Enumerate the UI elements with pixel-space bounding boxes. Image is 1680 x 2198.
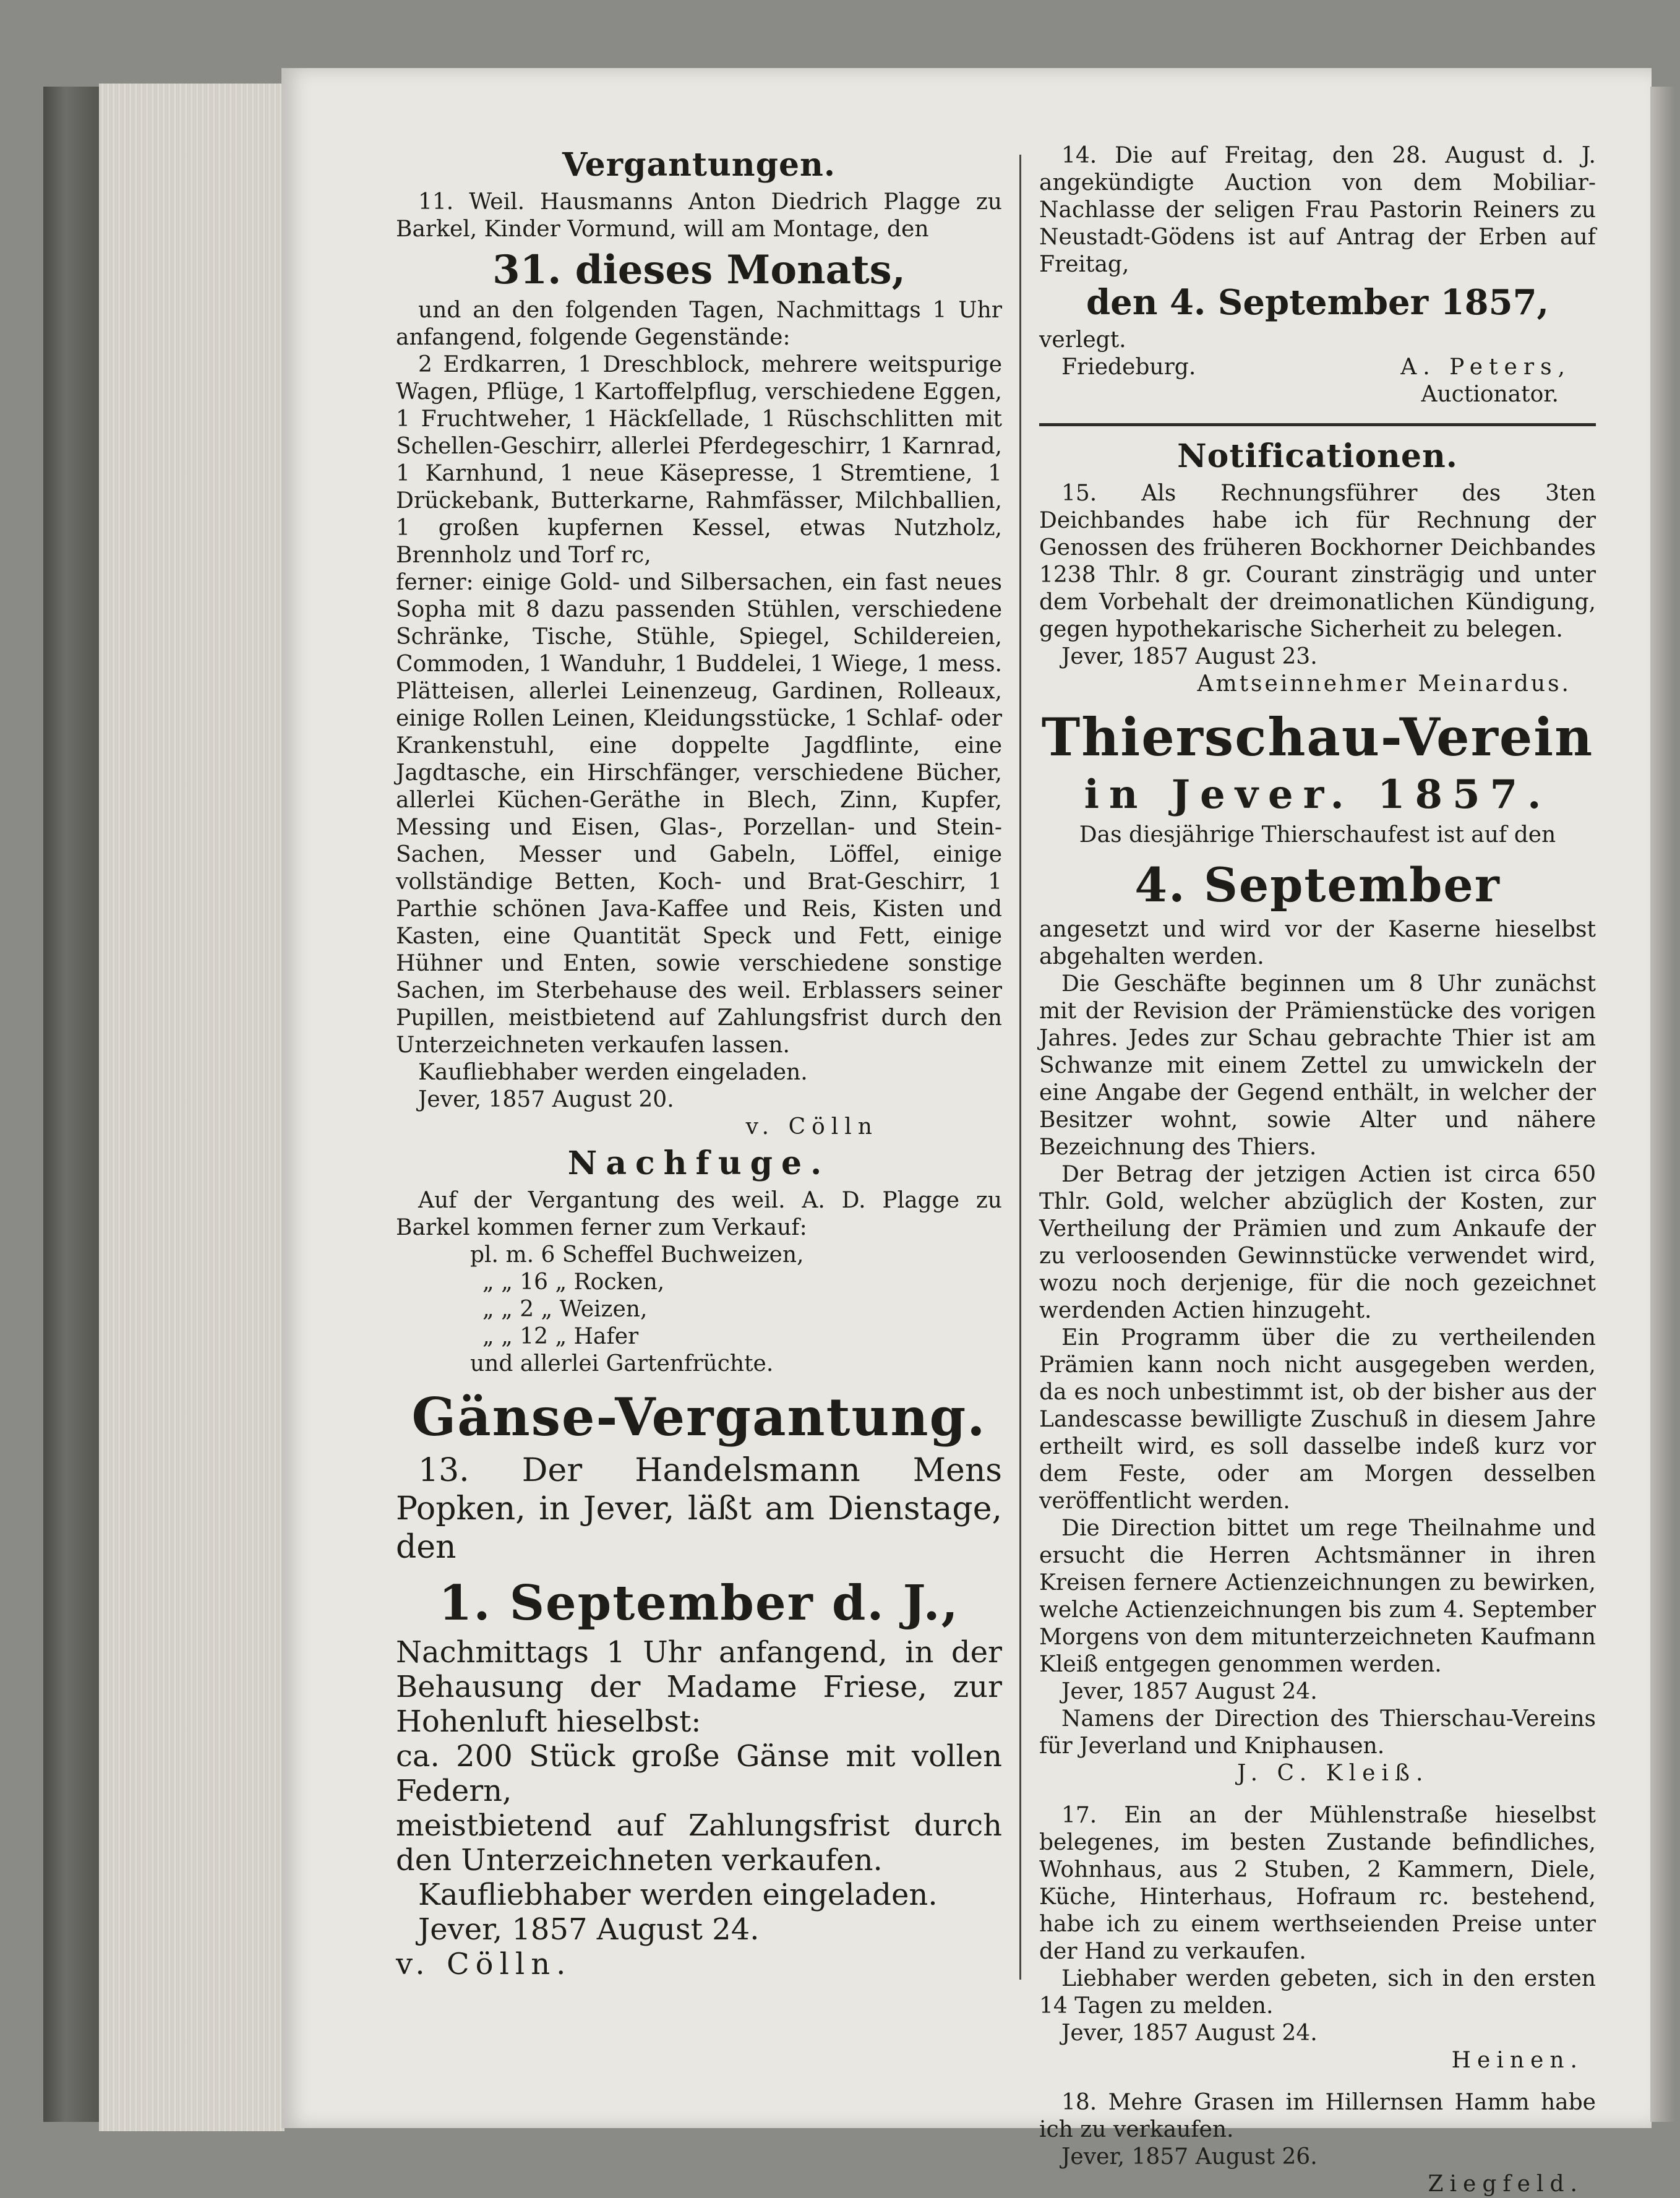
- notice-16-date-line: Jever, 1857 August 24.: [1061, 1679, 1318, 1704]
- notice-15-date-line: Jever, 1857 August 23.: [1061, 644, 1318, 669]
- list-item: pl. m. 6 Scheffel Buchweizen,: [470, 1242, 804, 1268]
- page-stack: [99, 84, 285, 2131]
- column-divider: [1019, 155, 1021, 1980]
- notice-11-more-items: ferner: einige Gold- und Silbersachen, ein fast neues Sopha mit 8 dazu passenden Stühlen, verschiedene Schränke, Tische, Stühle, Spiegel, Schildereien, Commoden, 1 Wanduhr, 1 Buddelei, 1 Wiege, 1 mess. Plätteisen, allerlei Leinenzeug, Gardinen, Rolleaux, einige Rollen Leinen, Kleidungsstücke, 1 Schlaf- oder Krankenstuhl, eine doppelte Jagdflinte, eine Jagdtasche, ein Hirschfänger, verschiedene Bücher, allerlei Küchen-Geräthe in Blech, Zinn, Kupfer, Messing und Eisen, Glas-, Porzellan- und Stein-Sachen, Messer und Gabeln, Löffel, einige vollständige Betten, Koch- und Brat-Geschirr, 1 Parthie schönen Java-Kaffee und Reis, Kisten und Kasten, eine Quantität Speck und Fett, einige Hühner und Enten, sowie verschiedene sonstige Sachen, im Sterbehause des weil. Erblassers seiner Pupillen, meistbietend auf Zahlungsfrist durch den Unterzeichneten verkaufen lassen.: [396, 570, 1002, 1058]
- notice-18-signature: Ziegfeld.: [1428, 2171, 1584, 2197]
- notice-15-signature: Amtseinnehmer Meinardus.: [1197, 671, 1571, 697]
- notice-18-body: 18. Mehre Grasen im Hillernsen Hamm habe ich zu verkaufen.: [1039, 2090, 1596, 2142]
- notice-15-body: 15. Als Rechnungsführer des 3ten Deichbandes habe ich für Rechnung der Genossen des früheren Bockhorner Deichbandes 1238 Thlr. 8 gr. Courant zinsträgig und unter dem Vorbehalt der dreimonatlichen Kündigung, gegen hypothekarische Sicherheit zu belegen.: [1039, 481, 1596, 642]
- notice-16-place: angesetzt und wird vor der Kaserne hieselbst abgehalten werden.: [1039, 917, 1596, 969]
- section-title-notificationen: Notificationen.: [1177, 437, 1458, 475]
- notice-17-date-line: Jever, 1857 August 24.: [1061, 2020, 1318, 2046]
- list-item-end: und allerlei Gartenfrüchte.: [470, 1351, 774, 1376]
- page-right-edge: [1650, 87, 1675, 2122]
- notice-11-signature: v. Cölln: [745, 1114, 878, 1140]
- notice-11-date: 31. dieses Monats,: [492, 247, 906, 293]
- book-cover-edge: [43, 87, 99, 2122]
- section-title-gaense-vergantung: Gänse-Vergantung.: [411, 1386, 987, 1448]
- list-item: „ „ 12 „ Hafer: [482, 1324, 639, 1349]
- notice-16-actien: Der Betrag der jetzigen Actien ist circa 650 Thlr. Gold, welcher abzüglich der Kosten, zur Vertheilung der Prämien und zum Ankaufe der zu verloosenden Gewinnstücke verwendet wird, wozu noch derjenige, für die noch gezeichnet werdenden Actien hinzugeht.: [1039, 1162, 1596, 1323]
- notice-16-programm: Ein Programm über die zu vertheilenden Prämien kann noch nicht ausgegeben werden, da es noch unbestimmt ist, ob der bisher aus der Landescasse bewilligte Zuschuß in diesem Jahre ertheilt wird, es soll dasselbe indeß kurz vor dem Feste, oder am Morgen desselben veröffentlicht werden.: [1039, 1325, 1596, 1514]
- notice-13-goods: ca. 200 Stück große Gänse mit vollen Federn,: [396, 1739, 1002, 1808]
- notice-13-sale: meistbietend auf Zahlungsfrist durch den Unterzeichneten verkaufen.: [396, 1808, 1002, 1878]
- notice-12-intro: Auf der Vergantung des weil. A. D. Plagge zu Barkel kommen ferner zum Verkauf:: [396, 1188, 1002, 1240]
- notice-17-signature: Heinen.: [1451, 2048, 1584, 2073]
- list-item: „ „ 16 „ Rocken,: [482, 1269, 665, 1295]
- section-title-vergantungen: Vergantungen.: [562, 146, 836, 184]
- notice-14-place: Friedeburg.: [1061, 354, 1196, 380]
- notice-14-footer: [1039, 354, 1596, 381]
- notice-13-place: Nachmittags 1 Uhr anfangend, in der Behausung der Madame Friese, zur Hohenluft hieselbst:: [396, 1635, 1002, 1739]
- notice-11-invite: Kaufliebhaber werden eingeladen.: [418, 1060, 808, 1085]
- notice-11-intro: 11. Weil. Hausmanns Anton Diedrich Plagge zu Barkel, Kinder Vormund, will am Montage, den: [396, 189, 1002, 242]
- list-item: „ „ 2 „ Weizen,: [482, 1297, 648, 1322]
- notice-16-namens: Namens der Direction des Thierschau-Vereins für Jeverland und Kniphausen.: [1039, 1706, 1596, 1759]
- notice-16-schedule: Die Geschäfte beginnen um 8 Uhr zunächst mit der Revision der Prämienstücke des vorigen Jahres. Jedes zur Schau gebrachte Thier ist am Schwanze mit einem Zettel zu umwickeln der eine Angabe der Gegend enthält, in welcher der Besitzer wohnt, sowie Alter und nähere Bezeichnung des Thiers.: [1039, 971, 1596, 1160]
- left-column: [396, 142, 1002, 1981]
- notice-11-time: und an den folgenden Tagen, Nachmittags 1 Uhr anfangend, folgende Gegenstände:: [396, 298, 1002, 350]
- right-column: [1039, 142, 1596, 2198]
- notice-16-date: 4. September: [1134, 857, 1501, 912]
- notice-11-date-line: Jever, 1857 August 20.: [418, 1087, 674, 1112]
- section-title-nachfuge: Nachfuge.: [567, 1144, 831, 1182]
- notice-14-intro: 14. Die auf Freitag, den 28. August d. J. angekündigte Auction von dem Mobiliar-Nachlasse der seligen Frau Pastorin Reiners zu Neustadt-Gödens ist auf Antrag der Erben auf Freitag,: [1039, 143, 1596, 277]
- notice-16-direction: Die Direction bittet um rege Theilnahme und ersucht die Herren Achtsmänner in ihren Kreisen fernere Actienzeichnungen zu bewirken, welche Actienzeichnungen bis zum 4. September Morgens von dem mitunterzeichneten Kaufmann Kleiß entgegen genommen werden.: [1039, 1516, 1596, 1677]
- notice-13-invite: Kaufliebhaber werden eingeladen.: [418, 1878, 938, 1912]
- section-title-thierschau-verein: Thierschau-Verein: [1041, 706, 1594, 768]
- notice-14-signature: A. Peters,: [1400, 354, 1571, 380]
- notice-18-date-line: Jever, 1857 August 26.: [1061, 2144, 1318, 2170]
- section-rule: [1039, 423, 1596, 426]
- notice-14-verlegt: verlegt.: [1039, 327, 1126, 353]
- notice-11-items: 2 Erdkarren, 1 Dreschblock, mehrere weitspurige Wagen, Pflüge, 1 Kartoffelpflug, verschiedene Eggen, 1 Fruchtweher, 1 Häckſellade, 1 Rüschschlitten mit Schellen-Geschirr, allerlei Pferdegeschirr, 1 Karnrad, 1 Karnhund, 1 neue Käsepresse, 1 Stremtiene, 1 Drückebank, Butterkarne, Rahmfässer, Milchballien, 1 großen kupfernen Kessel, etwas Nutzholz, Brennholz und Torf rc,: [396, 352, 1002, 568]
- notice-13-intro: 13. Der Handelsmann Mens Popken, in Jever, läßt am Dienstage, den: [396, 1452, 1002, 1566]
- notice-14-date: den 4. September 1857,: [1086, 282, 1549, 323]
- notice-16-intro: Das diesjährige Thierschaufest ist auf den: [1079, 822, 1556, 848]
- notice-14-role: Auctionator.: [1421, 382, 1559, 407]
- notice-17-invite: Liebhaber werden gebeten, sich in den ersten 14 Tagen zu melden.: [1039, 1966, 1596, 2019]
- notice-16-signature: J. C. Kleiß.: [1237, 1761, 1429, 1786]
- notice-13-signature: v. Cölln.: [396, 1947, 572, 1981]
- section-subtitle-in-jever: in Jever. 1857.: [1084, 771, 1551, 818]
- notice-17-body: 17. Ein an der Mühlenstraße hieselbst belegenes, im besten Zustande befindliches, Wohnhaus, aus 2 Stuben, 2 Kammern, Diele, Küche, Hinterhaus, Hofraum rc. bestehend, habe ich zu einem werthseienden Preise unter der Hand zu verkaufen.: [1039, 1803, 1596, 1964]
- notice-13-date-line: Jever, 1857 August 24.: [418, 1912, 760, 1947]
- notice-13-date: 1. September d. J.,: [439, 1575, 959, 1631]
